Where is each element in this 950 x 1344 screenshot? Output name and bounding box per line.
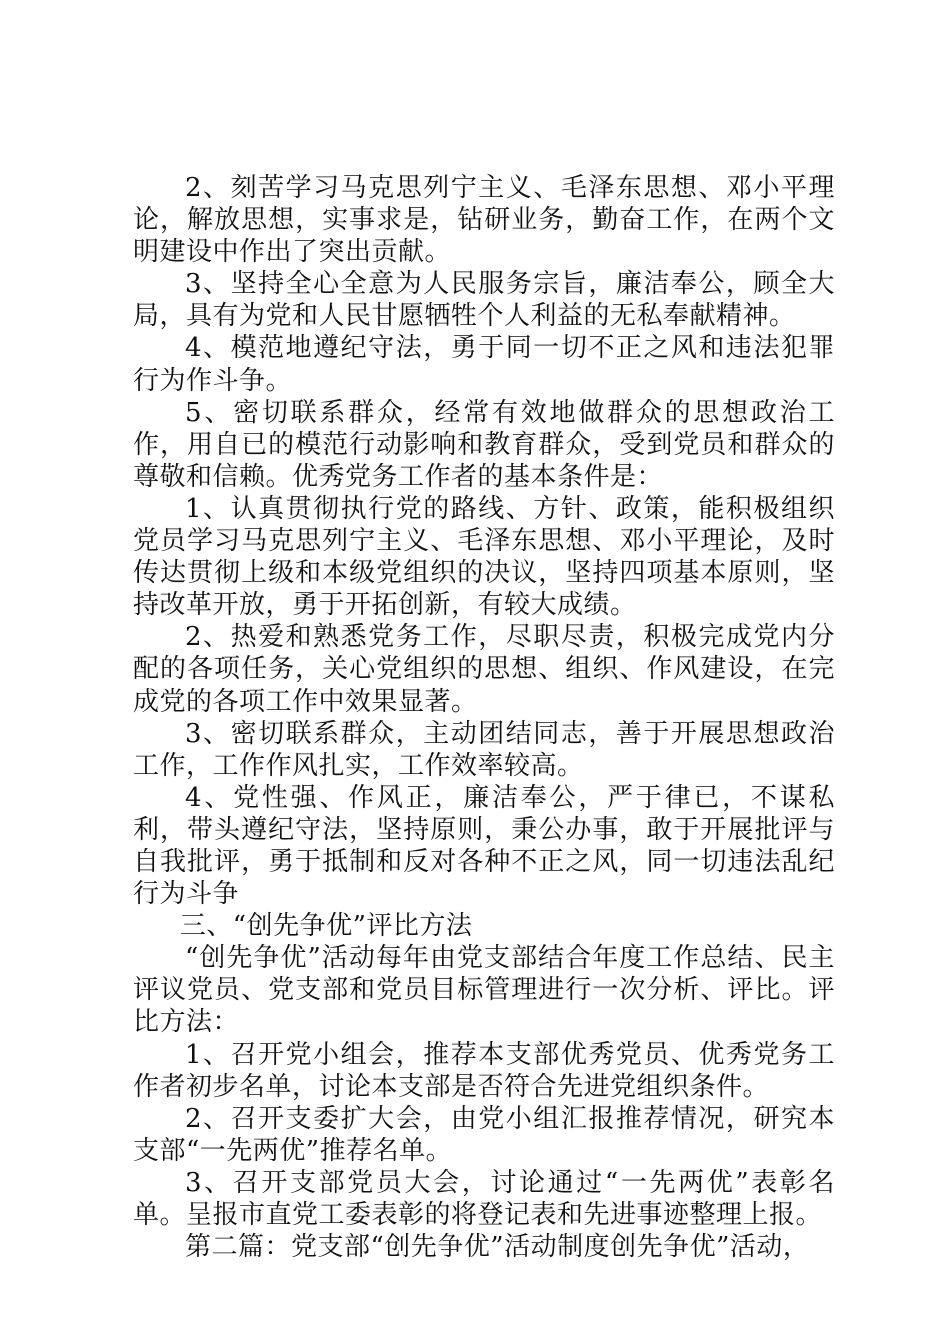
section-heading-evaluation-method: 三、“创先争优”评比方法 — [179, 911, 473, 942]
paragraph-criteria-2: 2、刻苦学习马克思列宁主义、毛泽东思想、邓小平理论，解放思想，实事求是，钻研业务，勤奋工作，在两个文明建设中作出了突出贡献。 — [133, 173, 835, 268]
document-body — [133, 172, 835, 1263]
paragraph-criteria-4: 4、模范地遵纪守法，勇于同一切不正之风和违法犯罪行为作斗争。 — [133, 333, 835, 396]
paragraph-worker-criteria-4: 4、党性强、作风正，廉洁奉公，严于律已，不谋私利，带头遵纪守法，坚持原则，秉公办事，敢于开展批评与自我批评，勇于抵制和反对各种不正之风，同一切违法乱纪行为斗争 — [133, 782, 835, 910]
paragraph-evaluation-intro: “创先争优”活动每年由党支部结合年度工作总结、民主评议党员、党支部和党员目标管理进行一次分析、评比。评比方法： — [133, 943, 835, 1038]
paragraph-worker-criteria-1: 1、认真贯彻执行党的路线、方针、政策，能积极组织党员学习马克思列宁主义、毛泽东思想、邓小平理论，及时传达贯彻上级和本级党组织的决议，坚持四项基本原则，坚持改革开放，勇于开拓创新，有较大成绩。 — [133, 493, 835, 621]
paragraph-second-article-title: 第二篇：党支部“创先争优”活动制度创先争优”活动， — [185, 1232, 810, 1263]
paragraph-method-3: 3、召开支部党员大会，讨论通过“一先两优”表彰名单。呈报市直党工委表彰的将登记表和先进事迹整理上报。 — [133, 1167, 835, 1230]
paragraph-method-2: 2、召开支委扩大会，由党小组汇报推荐情况，研究本支部“一先两优”推荐名单。 — [133, 1103, 835, 1166]
paragraph-worker-criteria-2: 2、热爱和熟悉党务工作，尽职尽责，积极完成党内分配的各项任务，关心党组织的思想、组织、作风建设，在完成党的各项工作中效果显著。 — [133, 622, 835, 717]
paragraph-worker-criteria-3: 3、密切联系群众，主动团结同志，善于开展思想政治工作，工作作风扎实，工作效率较高。 — [133, 718, 835, 781]
paragraph-criteria-5: 5、密切联系群众，经常有效地做群众的思想政治工作，用自已的模范行动影响和教育群众，受到党员和群众的尊敬和信赖。优秀党务工作者的基本条件是： — [133, 397, 835, 492]
paragraph-criteria-3: 3、坚持全心全意为人民服务宗旨，廉洁奉公，顾全大局，具有为党和人民甘愿牺牲个人利益的无私奉献精神。 — [133, 269, 835, 332]
paragraph-method-1: 1、召开党小组会，推荐本支部优秀党员、优秀党务工作者初步名单，讨论本支部是否符合先进党组织条件。 — [133, 1039, 835, 1102]
